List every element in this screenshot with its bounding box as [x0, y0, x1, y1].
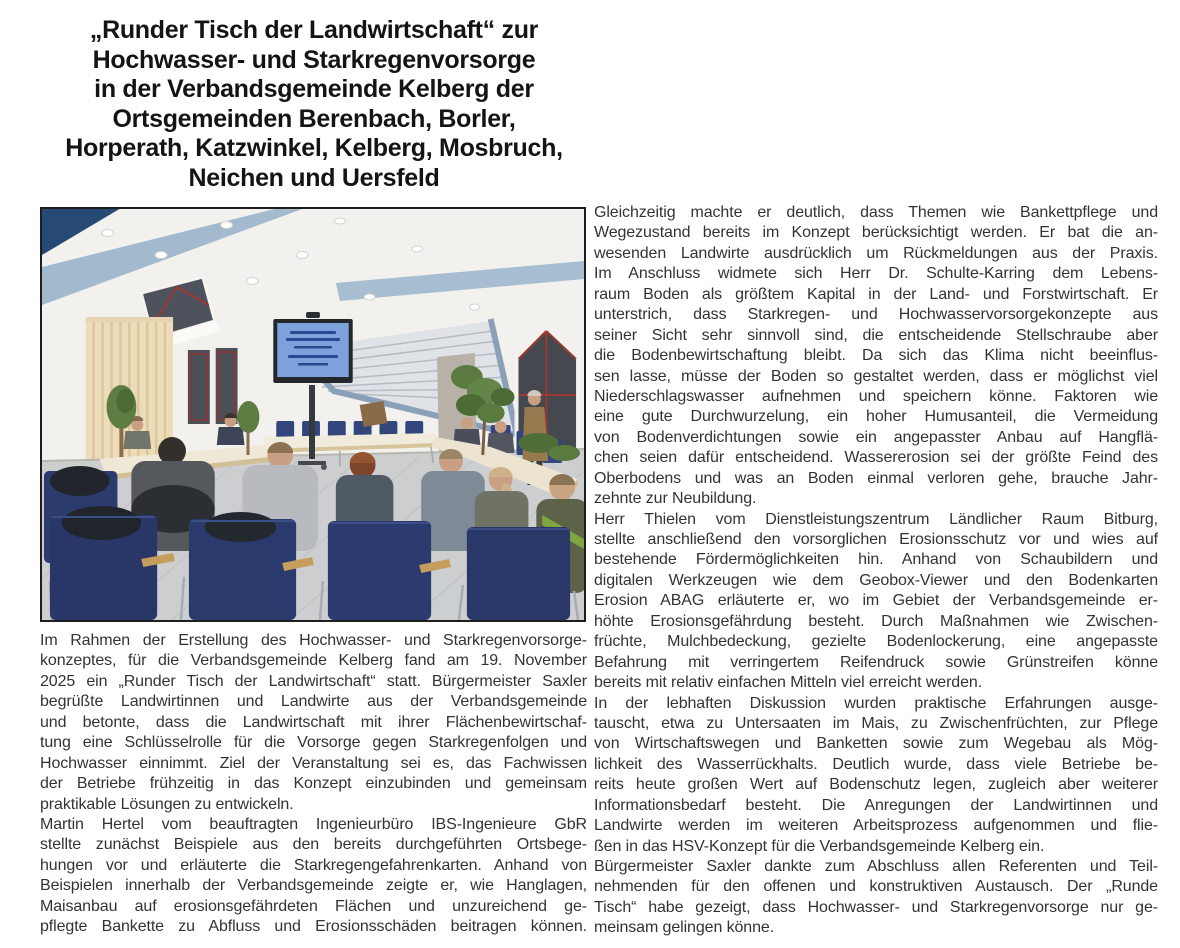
body-line: von Bodenverdichtungen sowie ein angepasster Anbau auf Hangflä- — [594, 428, 1158, 446]
body-line: pflegte Bankette zu Abfluss und Erosionsschäden beitragen können. — [40, 918, 587, 936]
title-line: Neichen und Uersfeld — [188, 163, 440, 192]
body-line: früchte, Mulchbedeckung, gezielte Bodenlockerung, eine angepasste — [594, 633, 1158, 651]
body-line: digitalen Werkzeugen wie dem Geobox-Viewer und den Bodenkarten — [594, 571, 1158, 589]
body-line: Befahrung mit verringertem Reifendruck sowie Grünstreifen könne — [594, 653, 1158, 671]
body-line: stellte zunächst Beispiele aus den bereits durchgeführten Ortsbege- — [40, 836, 587, 854]
body-line: von Wirtschaftswegen und Banketten sowie zum Wegebau als Mög- — [594, 735, 1158, 753]
body-line: Informationsbedarf besteht. Die Anregungen der Landwirtinnen und — [594, 796, 1158, 814]
body-line: Niederschlagswasser aufnehmen und speichern könne. Faktoren wie — [594, 387, 1158, 405]
body-line: Beispielen innerhalb der Verbandsgemeinde zeigte er, wie Hanglagen, — [40, 877, 587, 895]
body-line: die Bodenbewirtschaftung bleibt. Da sich das Klima nicht beeinflus- — [594, 347, 1158, 365]
body-line: 2025 ein „Runder Tisch der Landwirtschaft“ statt. Bürgermeister Saxler — [40, 672, 587, 690]
body-line: der Betriebe frühzeitig in das Konzept einzubinden und gemeinsam — [40, 775, 587, 793]
body-line: tauscht, etwa zu Untersaaten im Mais, zu Zwischenfrüchten, zur Pflege — [594, 714, 1158, 732]
body-line: und betonte, dass die Landwirtschaft mit ihrer Flächenbewirtschaf- — [40, 713, 587, 731]
body-line: praktikable Lösungen zu entwickeln. — [40, 795, 294, 813]
title-line: Ortsgemeinden Berenbach, Borler, — [112, 104, 516, 133]
body-line: seiner Sicht sehr sinnvoll sind, die entscheidende Stellschraube aber — [594, 326, 1158, 344]
body-line: konzeptes, für die Verbandsgemeinde Kelberg fand am 19. November — [40, 652, 587, 670]
body-line: meinsam gelingen könne. — [594, 919, 775, 937]
article-title — [40, 16, 588, 194]
body-line: Maisanbau auf erosionsgefährdeten Flächen und unzureichend ge- — [40, 897, 587, 915]
body-line: reits heute großen Wert auf Bodenschutz legen, zugleich aber weiterer — [594, 776, 1158, 794]
title-line: Horperath, Katzwinkel, Kelberg, Mosbruch, — [65, 134, 563, 163]
body-line: hungen vor und erläuterte die Starkregengefahrenkarten. Anhand von — [40, 856, 587, 874]
body-line: begrüßte Landwirtinnen und Landwirte aus der Verbandsgemeinde — [40, 693, 587, 711]
right-column-text — [594, 203, 1158, 939]
body-line: raum Boden als größtem Kapital in der Land- und Forstwirtschaft. Er — [594, 285, 1158, 303]
title-line: in der Verbandsgemeinde Kelberg der — [94, 75, 534, 104]
body-line: In der lebhaften Diskussion wurden praktische Erfahrungen ausge- — [594, 694, 1158, 712]
body-line: stellte anschließend den vorsorglichen Erosionsschutz vor und wies auf — [594, 531, 1158, 548]
body-line: höhte Erosionsgefährdung besteht. Durch Maßnahmen wie Zwischen- — [594, 612, 1158, 630]
body-line: ßen in das HSV-Konzept für die Verbandsgemeinde Kelberg ein. — [594, 837, 1045, 855]
title-line: Hochwasser- und Starkregenvorsorge — [92, 45, 536, 74]
body-line: zehnte zur Neubildung. — [594, 490, 757, 508]
body-line: Im Rahmen der Erstellung des Hochwasser- und Starkregenvorsorge- — [40, 632, 587, 649]
body-line: Herr Thielen vom Dienstleistungszentrum Ländlicher Raum Bitburg, — [594, 510, 1158, 528]
body-line: Oberbodens und was an Boden einmal verloren gehe, brauche Jahr- — [594, 469, 1158, 487]
body-line: Wegezustand bereits im Konzept berücksichtigt werden. Er bat die an- — [594, 224, 1158, 242]
body-line: Landwirte werden im weiteren Arbeitsprozess aufgenommen und flie- — [594, 817, 1158, 835]
body-line: bestehende Fördermöglichkeiten hin. Anhand von Schaubildern und — [594, 551, 1158, 569]
meeting-photo-illustration — [42, 209, 584, 620]
body-line: Bürgermeister Saxler dankte zum Abschluss allen Referenten und Teil- — [594, 858, 1158, 875]
body-line: Martin Hertel vom beauftragten Ingenieurbüro IBS-Ingenieure GbR — [40, 815, 587, 833]
title-line: „Runder Tisch der Landwirtschaft“ zur — [89, 16, 539, 44]
body-line: lichkeit des Wasserrückhalts. Deutlich wurde, dass viele Betriebe be- — [594, 755, 1158, 773]
body-line: Im Anschluss widmete sich Herr Dr. Schulte-Karring dem Lebens- — [594, 265, 1158, 283]
body-line: unterstrich, dass Starkregen- und Hochwasservorsorgekonzepte aus — [594, 306, 1158, 324]
left-column-text — [40, 631, 587, 938]
body-line: Tisch“ habe gezeigt, dass Hochwasser- und Starkregenvorsorge nur ge- — [594, 898, 1158, 916]
body-line: tung eine Schlüsselrolle für die Vorsorge gegen Starkregenfolgen und — [40, 734, 587, 752]
body-line: bereits mit relativ einfachen Mitteln viel erreicht werden. — [594, 674, 983, 692]
body-line: Hochwasser einnimmt. Ziel der Veranstaltung sei es, das Fachwissen — [40, 754, 587, 772]
body-line: chen seien dafür entscheidend. Wassererosion sei der größte Feind des — [594, 449, 1158, 467]
body-line: nehmenden für den offenen und konstruktiven Austausch. Der „Runde — [594, 878, 1158, 896]
body-line: sen lasse, müsse der Boden so gestaltet werden, dass er möglichst viel — [594, 367, 1158, 385]
body-line: Erosion ABAG erläuterte er, wo im Gebiet der Verbandsgemeinde er- — [594, 592, 1158, 610]
body-line: eine gute Durchwurzelung, ein hoher Humusanteil, die Vermeidung — [594, 408, 1158, 426]
body-line: Gleichzeitig machte er deutlich, dass Themen wie Bankettpflege und — [594, 204, 1158, 221]
article-photo — [40, 207, 586, 622]
body-line: wesenden Landwirte ausdrücklich um Rückmeldungen aus der Praxis. — [594, 244, 1158, 262]
